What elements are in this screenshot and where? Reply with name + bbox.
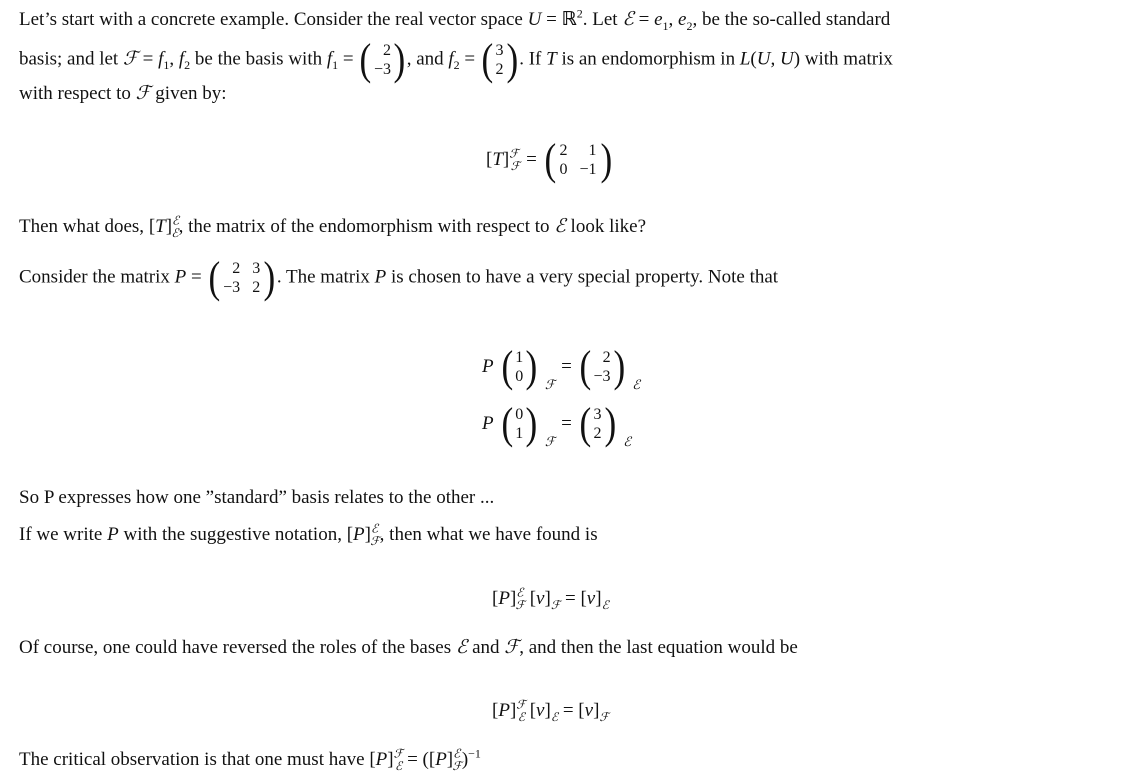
- so-line: So P expresses how one ”standard” basis relates to the other ...: [19, 487, 495, 508]
- text-run: , the matrix of the endomorphism with respect to: [178, 216, 555, 237]
- text-run: , and: [406, 48, 449, 70]
- paragraph1-line3: with respect to ℱ given by:: [19, 82, 227, 104]
- critical-line: The critical observation is that one must have $[P]^ℱ_ℰ = ([P]^ℰ_ℱ)^{-1}$: [19, 746, 481, 773]
- text-run: with the suggestive notation,: [118, 524, 347, 545]
- text-run: with respect to: [19, 83, 136, 104]
- text-run: If we write: [19, 524, 108, 545]
- matrix-P: ( 2 3 −3 2 ): [207, 253, 276, 302]
- text-run: Let’s start with a concrete example. Consider the real vector space: [19, 9, 528, 30]
- text-run: , and then the last equation would be: [519, 637, 798, 658]
- text-run: with matrix: [800, 48, 893, 70]
- text-run: be the basis with: [190, 48, 327, 70]
- text-run: and: [467, 637, 505, 658]
- text-run: The critical observation is that one must have: [19, 749, 370, 770]
- text-run: basis; and let: [19, 48, 123, 70]
- text-run: is an endomorphism in: [556, 48, 740, 70]
- text-run: look like?: [565, 216, 646, 237]
- text-run: be the so-called standard: [697, 9, 891, 30]
- paragraph1-line1: Let’s start with a concrete example. Consider the real vector space U = ℝ$^2$. Let ℰ = $e_1$, $e_2$, be the so-called standard: [19, 6, 891, 33]
- equation-P-EF: $[P]^ℰ_ℱ$ $[v]_ℱ = [v]_ℰ$: [492, 585, 609, 612]
- paragraph1-line2: basis; and let ℱ = $f_1$, $f_2$ be the basis with $f_1$ = ( 2 −3 ) , and $f_2$ = ( 3 2 ) . If T is an endomorphism in L(U, U) with matrix: [19, 35, 893, 84]
- text-run: Consider the matrix: [19, 266, 175, 288]
- text-run: . Let: [582, 9, 623, 30]
- f2-vector: ( 3 2 ): [481, 35, 518, 84]
- equation-T-F: $[T]^ℱ_ℱ$ = ( 2 1 0 −1 ): [486, 135, 612, 184]
- text-run: given by:: [150, 83, 227, 104]
- text-run: . The matrix: [276, 266, 375, 288]
- question-line: Then what does, $[T]^ℰ_ℰ$, the matrix of the endomorphism with respect to ℰ look like?: [19, 213, 646, 240]
- f1-vector: ( 2 −3 ): [359, 35, 406, 84]
- text-run: . If: [519, 48, 547, 70]
- equation-P-FE: $[P]^ℱ_ℰ$ $[v]_ℰ = [v]_ℱ$: [492, 697, 609, 724]
- equation-P-e1: P ( 1 0 ) ℱ = ( 2 −3 ) ℰ: [482, 342, 641, 393]
- consider-line: Consider the matrix P = ( 2 3 −3 2 ) . The matrix P is chosen to have a very special property. Note that: [19, 253, 779, 302]
- course-line: Of course, one could have reversed the roles of the bases ℰ and ℱ, and then the last equation would be: [19, 636, 798, 658]
- text-run: Of course, one could have reversed the roles of the bases: [19, 637, 456, 658]
- text-run: Then what does,: [19, 216, 149, 237]
- text-run: is chosen to have a very special property. Note that: [386, 266, 779, 288]
- if-line: If we write P with the suggestive notation, $[P]^ℰ_ℱ$, then what we have found is: [19, 521, 598, 548]
- text-run: , then what we have found is: [379, 524, 598, 545]
- equation-P-e2: P ( 0 1 ) ℱ = ( 3 2 ) ℰ: [482, 399, 632, 450]
